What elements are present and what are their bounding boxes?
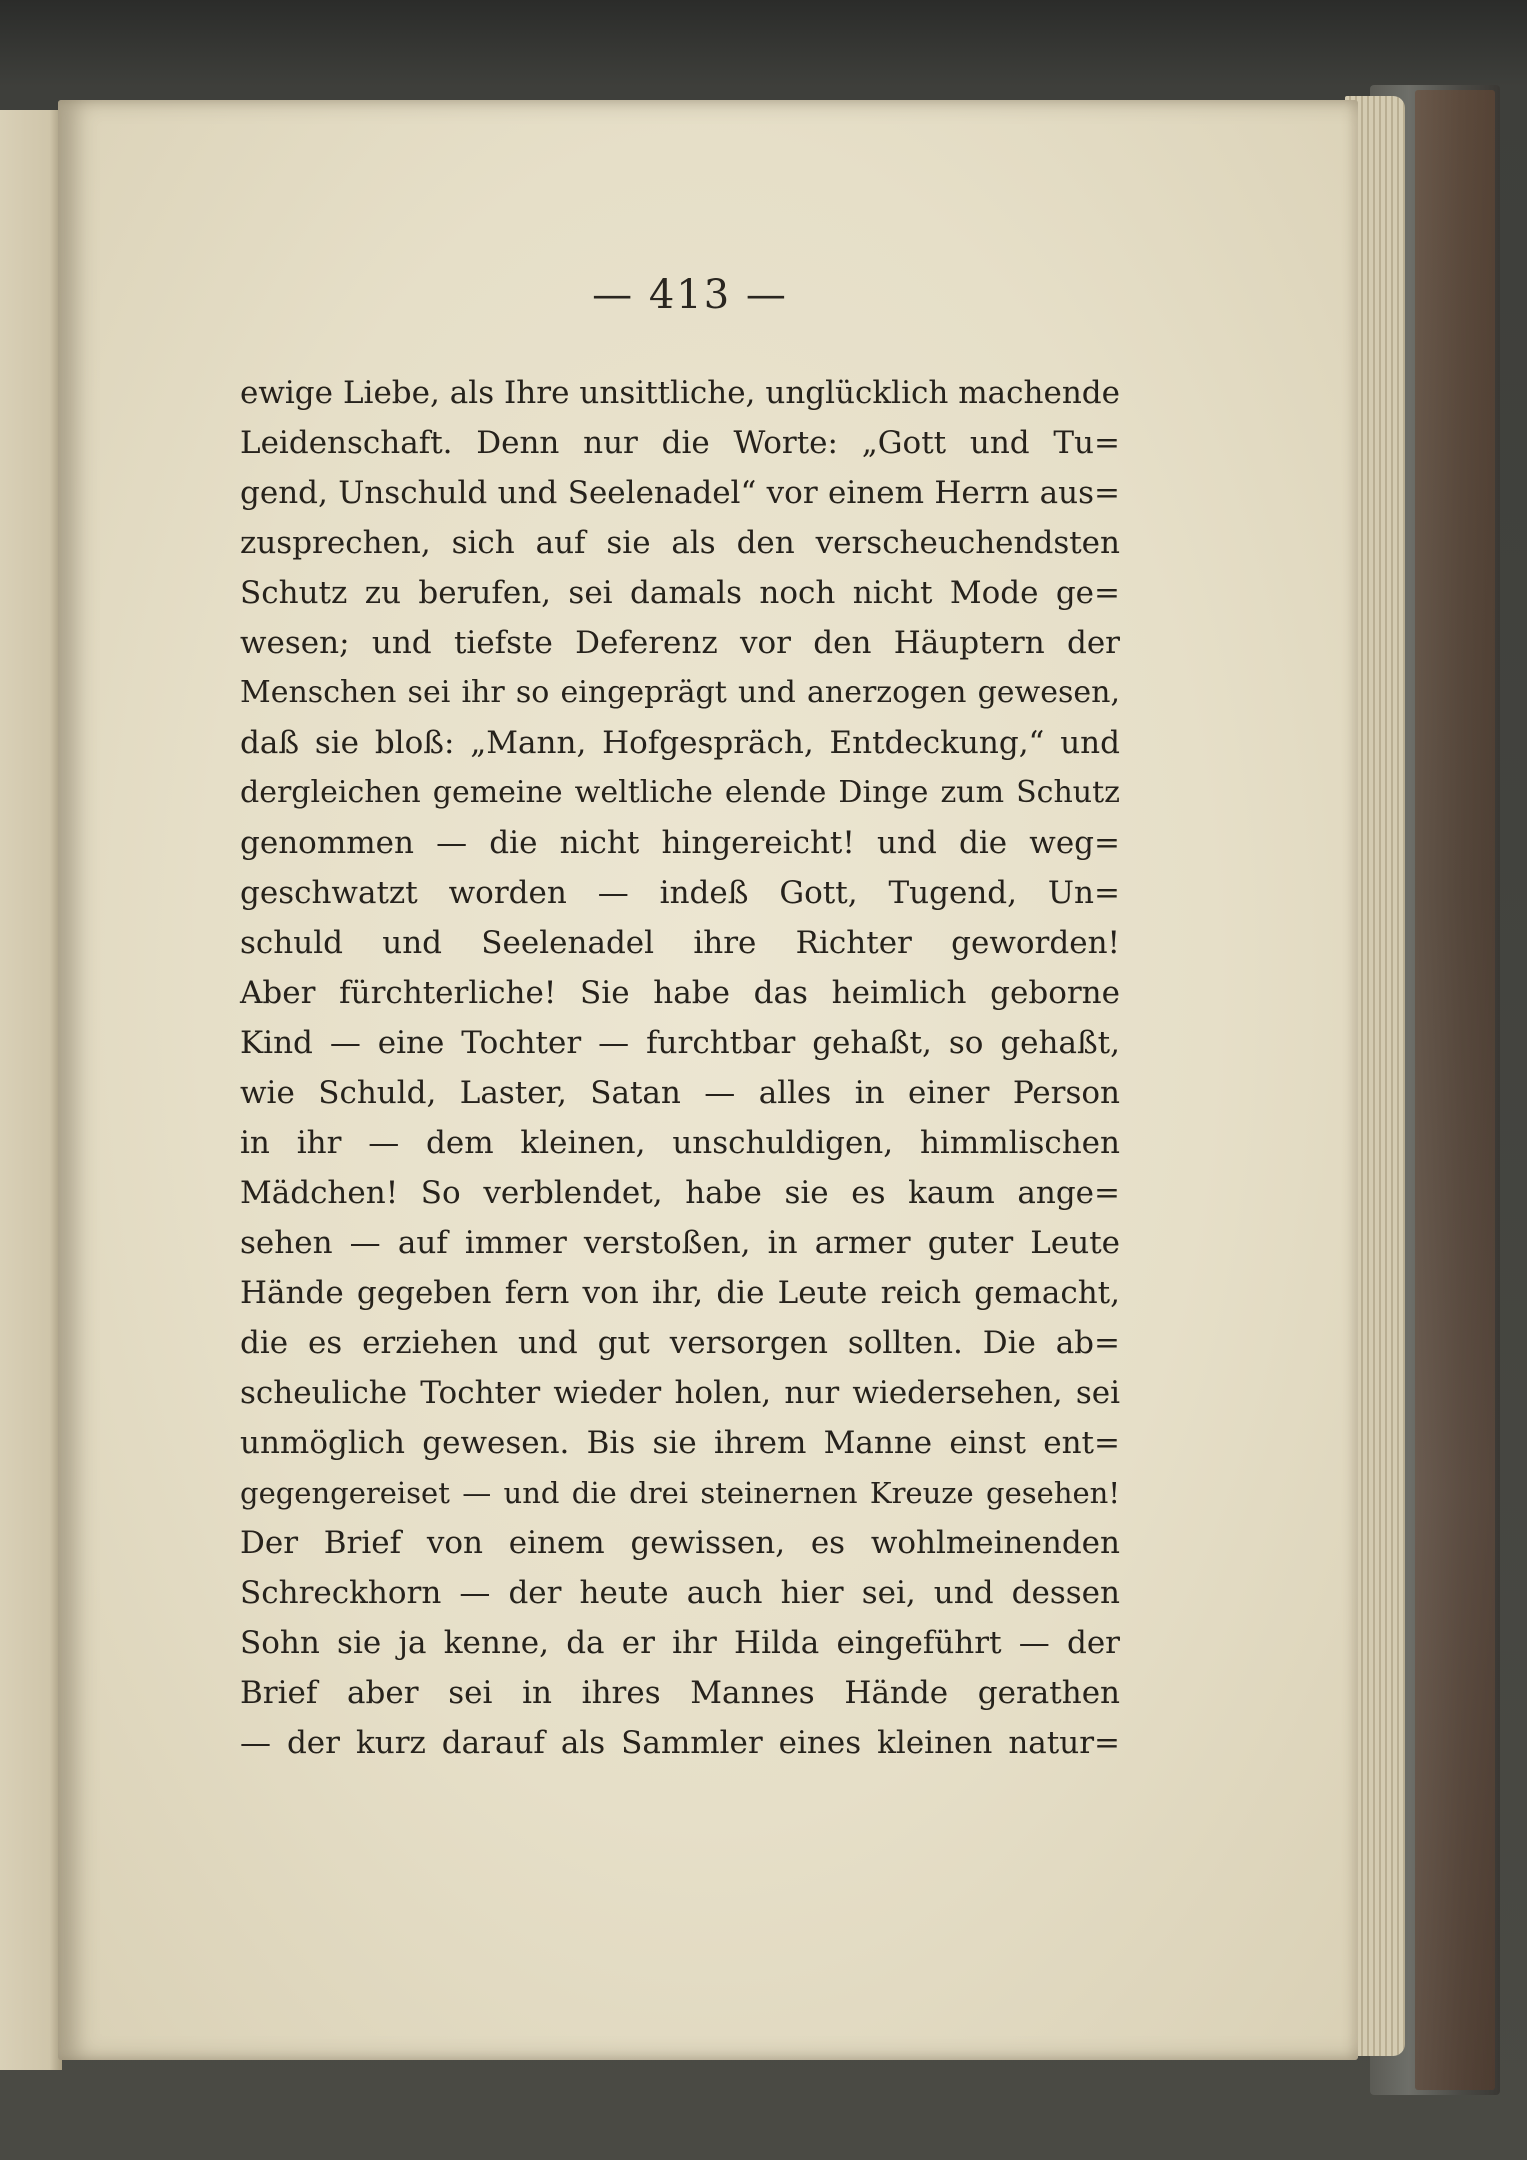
text-line: Der Brief von einem gewissen, es wohlmeinenden [240, 1525, 1120, 1561]
text-line: gend, Unschuld und Seelenadel“ vor einem Herrn aus= [240, 475, 1120, 511]
text-line: Kind — eine Tochter — furchtbar gehaßt, so gehaßt, [240, 1025, 1120, 1061]
text-line: Schutz zu berufen, sei damals noch nicht Mode ge= [240, 575, 1120, 611]
text-line: genommen — die nicht hingereicht! und die weg= [240, 825, 1120, 861]
text-line: daß sie bloß: „Mann, Hofgespräch, Entdeckung,“ und [240, 725, 1120, 761]
book-cover-leather [1415, 90, 1495, 2090]
text-line: geschwatzt worden — indeß Gott, Tugend, Un= [240, 875, 1120, 911]
text-line: sehen — auf immer verstoßen, in armer guter Leute [240, 1225, 1120, 1261]
text-line: Menschen sei ihr so eingeprägt und anerzogen gewesen, [240, 675, 1120, 710]
text-line: scheuliche Tochter wieder holen, nur wiedersehen, sei [240, 1375, 1120, 1411]
text-line: Schreckhorn — der heute auch hier sei, und dessen [240, 1575, 1120, 1611]
text-line: Leidenschaft. Denn nur die Worte: „Gott und Tu= [240, 425, 1120, 461]
previous-page-sliver [0, 110, 62, 2070]
text-line: unmöglich gewesen. Bis sie ihrem Manne einst ent= [240, 1425, 1120, 1461]
text-line: in ihr — dem kleinen, unschuldigen, himmlischen [240, 1125, 1120, 1161]
body-text [240, 368, 1120, 1768]
text-line: — der kurz darauf als Sammler eines kleinen natur= [240, 1725, 1120, 1761]
text-line: gegengereiset — und die drei steinernen Kreuze gesehen! [240, 1476, 1120, 1510]
text-line: Aber fürchterliche! Sie habe das heimlich geborne [240, 975, 1120, 1011]
text-line: zusprechen, sich auf sie als den verscheuchendsten [240, 525, 1120, 561]
text-line: wie Schuld, Laster, Satan — alles in einer Person [240, 1075, 1120, 1111]
text-line: wesen; und tiefste Deferenz vor den Häuptern der [240, 625, 1120, 661]
text-line: Hände gegeben fern von ihr, die Leute reich gemacht, [240, 1275, 1120, 1311]
text-line: dergleichen gemeine weltliche elende Dinge zum Schutz [240, 775, 1120, 810]
text-line: Brief aber sei in ihres Mannes Hände gerathen [240, 1675, 1120, 1711]
text-line: ewige Liebe, als Ihre unsittliche, unglücklich machende [240, 375, 1120, 411]
page-number: — 413 — [592, 272, 788, 318]
text-line: Mädchen! So verblendet, habe sie es kaum ange= [240, 1175, 1120, 1211]
text-line: Sohn sie ja kenne, da er ihr Hilda eingeführt — der [240, 1625, 1120, 1661]
text-line: die es erziehen und gut versorgen sollten. Die ab= [240, 1325, 1120, 1361]
text-line: schuld und Seelenadel ihre Richter geworden! [240, 925, 1120, 961]
